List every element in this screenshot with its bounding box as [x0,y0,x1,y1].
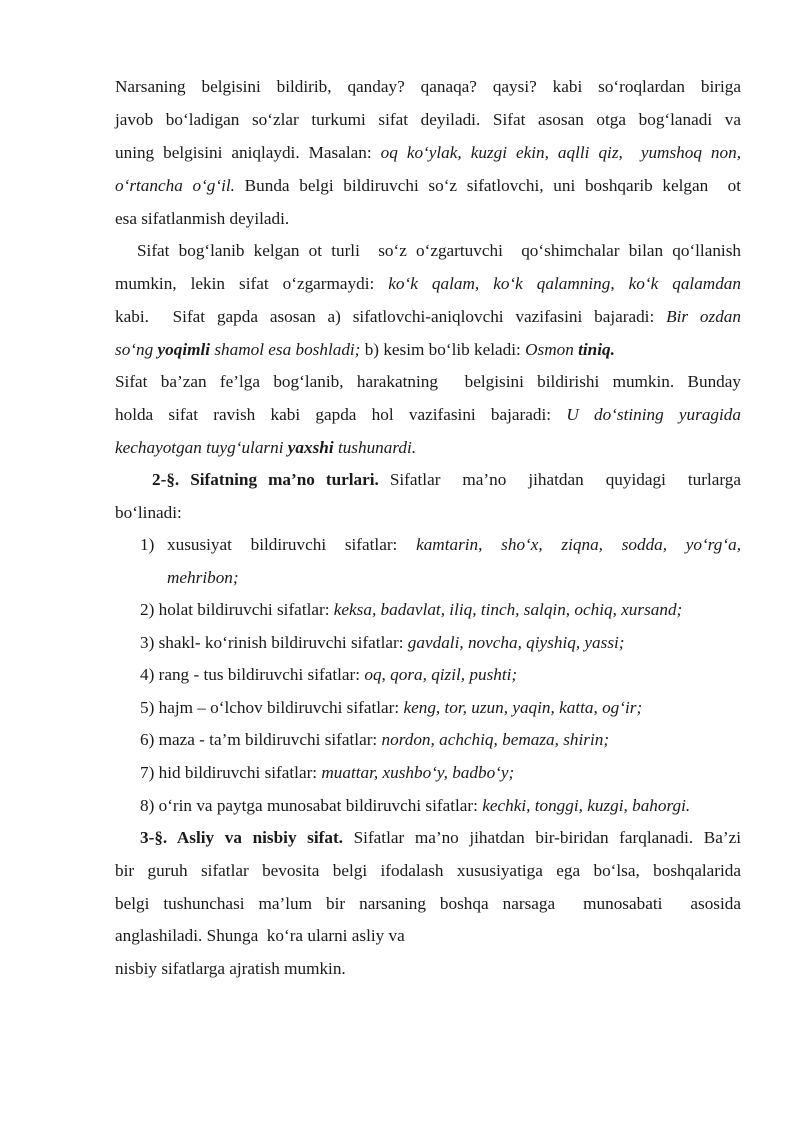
list-item-1-cont [167,567,239,589]
example-text: U do‘stining yuragida [566,405,741,424]
section-heading: 2-§. Sifatning ma’no turlari. [152,470,379,489]
example-text: ko‘k qalam, ko‘k qalamning, ko‘k qalamdan [388,274,741,293]
example-text: tushunardi. [333,438,417,457]
section-3-line-2 [115,860,741,882]
list-label: 3) shakl- ko‘rinish bildiruvchi sifatlar: [140,633,408,652]
section-3-line-4 [115,925,405,947]
text: holda sifat ravish kabi gapda hol vazifasini bajaradi: [115,405,567,424]
text: uning belgisini aniqlaydi. Masalan: [115,143,381,162]
text: Sifatlar ma’no jihatdan bir-biridan farqlanadi. Ba’zi [342,828,741,847]
list-item-7 [140,762,514,784]
example-text: nordon, achchiq, bemaza, shirin; [381,730,610,749]
example-text: o‘rtancha o‘g‘il. [115,176,235,195]
example-text: Osmon [525,340,579,359]
paragraph-1-line-1 [115,76,741,98]
paragraph-1-line-3 [115,142,741,164]
example-text: keksa, badavlat, iliq, tinch, salqin, ochiq, xursand; [333,600,683,619]
paragraph-2-line-1 [137,240,741,262]
text: Sifatlar ma’no jihatdan quyidagi turlarga [378,470,741,489]
highlighted-word: tiniq. [578,340,615,359]
list-label: 6) maza - ta’m bildiruvchi sifatlar: [140,730,382,749]
paragraph-2-line-2 [115,273,741,295]
text: kabi. Sifat gapda asosan a) sifatlovchi-aniqlovchi vazifasini bajaradi: [115,307,667,326]
text: Bunda belgi bildiruvchi so‘z sifatlovchi, uni boshqarib kelgan ot [234,176,741,195]
text: mumkin, lekin sifat o‘zgarmaydi: [115,274,389,293]
example-text: oq, qora, qizil, pushti; [364,665,518,684]
example-text: kechayotgan tuyg‘ularni [115,438,288,457]
example-text: Bir ozdan [666,307,741,326]
example-text: gavdali, novcha, qiyshiq, yassi; [407,633,625,652]
list-item-4 [140,664,517,686]
list-label: xususiyat bildiruvchi sifatlar: [167,535,417,554]
list-label: 4) rang - tus bildiruvchi sifatlar: [140,665,365,684]
list-item-2 [140,599,682,621]
list-item-1-number [140,534,154,556]
paragraph-1-line-5 [115,208,289,230]
text: nisbiy sifatlarga ajratish mumkin. [115,959,346,978]
list-item-1 [167,534,741,556]
text: Narsaning belgisini bildirib, qanday? qanaqa? qaysi? kabi so‘roqlardan biriga [115,77,741,96]
example-text: shamol esa boshladi; [210,340,361,359]
paragraph-2-line-3 [115,306,741,328]
paragraph-3-line-1 [115,371,741,393]
list-item-3 [140,632,625,654]
highlighted-word: yoqimli [157,340,211,359]
list-label: 8) o‘rin va paytga munosabat bildiruvchi sifatlar: [140,796,483,815]
list-label: 5) hajm – o‘lchov bildiruvchi sifatlar: [140,698,404,717]
text: javob bo‘ladigan so‘zlar turkumi sifat deyiladi. Sifat asosan otga bog‘lanadi va [115,110,741,129]
text: anglashiladi. Shunga ko‘ra ularni asliy va [115,926,405,945]
section-2-line-1 [152,469,741,491]
section-3-line-5 [115,958,346,980]
section-2-line-2 [115,502,182,524]
text: Sifat ba’zan fe’lga bog‘lanib, harakatning belgisini bildirishi mumkin. Bunday [115,372,741,391]
text: b) kesim bo‘lib keladi: [360,340,526,359]
example-text: muattar, xushbo‘y, badbo‘y; [321,763,515,782]
list-label: 7) hid bildiruvchi sifatlar: [140,763,322,782]
text: esa sifatlanmish deyiladi. [115,209,290,228]
example-text: so‘ng [115,340,158,359]
list-item-5 [140,697,642,719]
text: Sifat bog‘lanib kelgan ot turli so‘z o‘zgartuvchi qo‘shimchalar bilan qo‘llanish [137,241,741,260]
highlighted-word: yaxshi [287,438,334,457]
example-text: kechki, tonggi, kuzgi, bahorgi. [482,796,691,815]
paragraph-3-line-2 [115,404,741,426]
paragraph-1-line-4 [115,175,741,197]
example-text: oq ko‘ylak, kuzgi ekin, aqlli qiz, yumshoq non, [380,143,742,162]
example-text: keng, tor, uzun, yaqin, katta, og‘ir; [403,698,643,717]
paragraph-3-line-3 [115,437,416,459]
example-text: kamtarin, sho‘x, ziqna, sodda, yo‘rg‘a, [416,535,741,554]
text: bir guruh sifatlar bevosita belgi ifodalash xususiyatiga ega bo‘lsa, boshqalarida [115,861,741,880]
section-3-line-3 [115,893,741,915]
list-item-6 [140,729,609,751]
list-number: 1) [140,535,155,554]
list-label: 2) holat bildiruvchi sifatlar: [140,600,334,619]
section-heading: 3-§. Asliy va nisbiy sifat. [140,828,343,847]
section-3-line-1 [140,827,741,849]
paragraph-2-line-4 [115,339,615,361]
paragraph-1-line-2 [115,109,741,131]
example-text: mehribon; [167,568,239,587]
text: bo‘linadi: [115,503,182,522]
list-item-8 [140,795,690,817]
text: belgi tushunchasi ma’lum bir narsaning boshqa narsaga munosabati asosida [115,894,741,913]
